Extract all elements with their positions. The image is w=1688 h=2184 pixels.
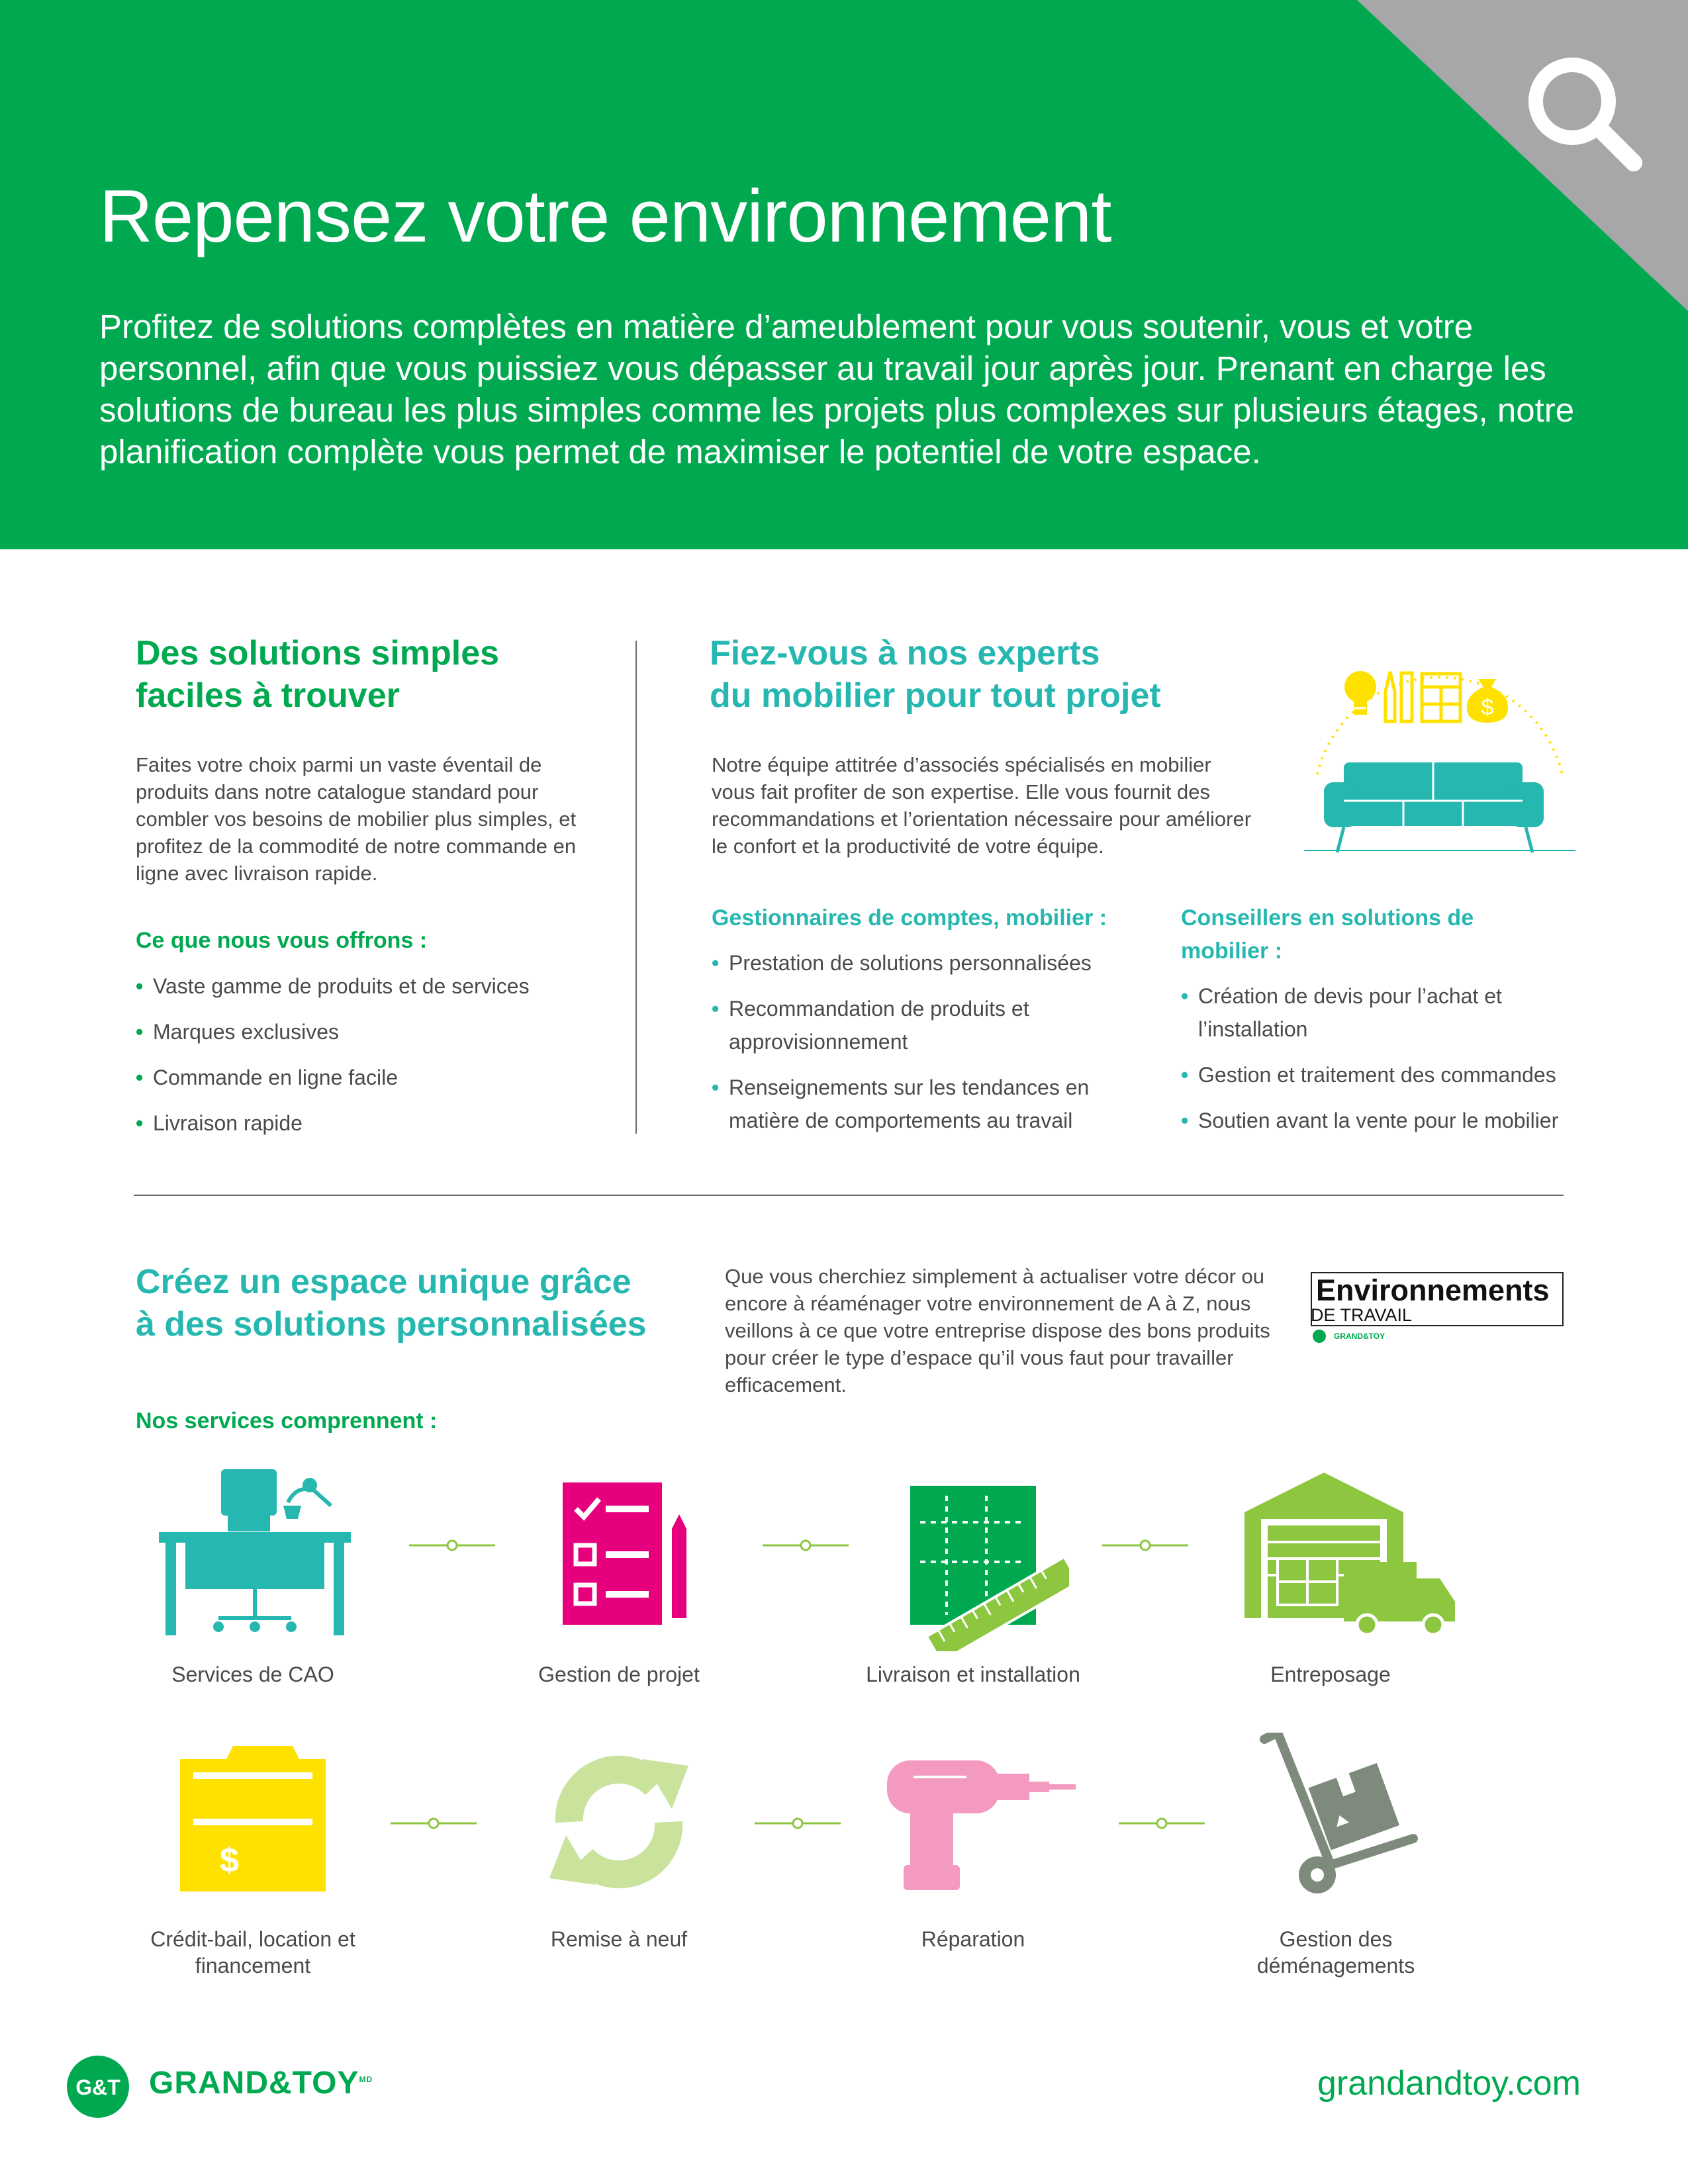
connector-line	[1102, 1539, 1188, 1552]
connector-line	[409, 1539, 495, 1552]
offer-list	[136, 970, 599, 1152]
warehouse-truck-icon	[1244, 1473, 1456, 1638]
grand-toy-logo-text[interactable]: $GRAND\&TOY^{MD}$	[149, 2066, 373, 2101]
column-divider	[635, 641, 637, 1134]
svg-text:G&T: G&T	[75, 2075, 120, 2099]
list-item: • Livraison rapide	[136, 1111, 303, 1135]
right-title-line1: Fiez-vous à nos experts	[710, 634, 1100, 672]
connector-line	[391, 1817, 477, 1830]
search-icon[interactable]	[1523, 52, 1648, 177]
website-link[interactable]: grandandtoy.com	[1317, 2064, 1581, 2103]
page-title: Repensez votre environnement	[99, 175, 1111, 257]
list-item: • Gestion et traitement des commandes	[1181, 1063, 1556, 1087]
checklist-icon	[563, 1482, 695, 1628]
svg-text:$: $	[1481, 695, 1494, 720]
service-label-reparation: Réparation	[921, 1927, 1025, 1951]
calculator-icon	[1422, 674, 1460, 721]
list-item: • Prestation de solutions personnalisées	[712, 951, 1092, 975]
lightbulb-icon	[1344, 671, 1376, 715]
advisors-title: Conseillers en solutions de mobilier :	[1181, 905, 1474, 964]
environnements-logo-subtitle: DE TRAVAIL	[1311, 1305, 1413, 1325]
right-section-title	[710, 632, 1161, 717]
bottom-title-line1: Créez un espace unique grâce	[136, 1263, 632, 1301]
bottom-section-title	[136, 1261, 647, 1345]
recycle-arrows-icon	[536, 1746, 702, 1898]
environnements-logo-title: Environnements	[1316, 1273, 1550, 1307]
right-title-line2: du mobilier pour tout projet	[710, 676, 1161, 715]
left-title-line1: Des solutions simples	[136, 634, 500, 672]
service-label-projet: Gestion de projet	[538, 1662, 700, 1686]
sofa-ideas-illustration	[1297, 609, 1582, 860]
service-label-cao: Services de CAO	[171, 1662, 334, 1686]
connector-line	[1119, 1817, 1205, 1830]
left-section-body: Faites votre choix parmi un vaste éventail de produits dans notre catalogue standard pour combler vos besoins de mobilier plus simples, et profitez de la commodité de notre commande en ligne avec livraison rapide.	[136, 753, 577, 885]
offer-title: Ce que nous vous offrons :	[136, 928, 428, 953]
service-label-livraison: Livraison et installation	[866, 1662, 1080, 1686]
service-label-remise: Remise à neuf	[550, 1927, 688, 1951]
list-item: • Recommandation de produits et approvisionnement	[712, 997, 1029, 1054]
environnements-logo-brand: GRAND&TOY	[1334, 1332, 1385, 1341]
list-item: • Renseignements sur les tendances en matière de comportements au travail	[712, 1075, 1090, 1132]
hand-truck-icon	[1258, 1733, 1423, 1898]
folder-dollar-icon	[180, 1746, 326, 1891]
money-bag-icon	[1467, 679, 1508, 723]
managers-title: Gestionnaires de comptes, mobilier :	[712, 905, 1107, 931]
list-item: • Vaste gamme de produits et de services	[136, 974, 530, 998]
bottom-section-body: Que vous cherchiez simplement à actualiser votre décor ou encore à réaménager votre environnement de A à Z, nous veillons à ce que votre entreprise dispose des bons produits pour créer le type d’espace qu’il vous faut pour travailler efficacement.	[725, 1265, 1270, 1396]
list-item: • Création de devis pour l’achat et l’installation	[1181, 984, 1502, 1041]
grand-toy-logo-icon[interactable]	[65, 2054, 131, 2120]
service-label-demenagements: Gestion des déménagements	[1256, 1927, 1415, 1978]
desk-icon	[159, 1463, 351, 1641]
blueprint-ruler-icon	[910, 1486, 1069, 1651]
small-gt-logo-icon	[1312, 1329, 1331, 1343]
sofa-icon	[1304, 762, 1575, 852]
bottom-title-line2: à des solutions personnalisées	[136, 1305, 647, 1343]
list-item: • Marques exclusives	[136, 1020, 339, 1044]
left-title-line2: faciles à trouver	[136, 676, 400, 715]
section-divider	[134, 1195, 1564, 1196]
left-section-title	[136, 632, 499, 717]
advisors-list	[1181, 979, 1585, 1150]
service-label-entreposage: Entreposage	[1270, 1662, 1391, 1686]
svg-text:$: $	[220, 1841, 239, 1880]
hero-banner	[0, 0, 1688, 549]
right-section-body: Notre équipe attitrée d’associés spécialisés en mobilier vous fait profiter de son expertise. Elle vous fournit des recommandations et l’orientation nécessaire pour améliorer le confort et la productivité de votre équipe.	[712, 753, 1252, 858]
list-item: • Commande en ligne facile	[136, 1066, 398, 1089]
intro-paragraph: Profitez de solutions complètes en matière d’ameublement pour vous soutenir, vous et votre personnel, afin que vous puissiez vous dépasser au travail jour après jour. Prenant en charge les solutions de bureau les plus simples comme les projets plus complexes sur plusieurs étages, notre planification complète vous permet de maximiser le potentiel de votre espace.	[99, 308, 1575, 471]
services-title: Nos services comprennent :	[136, 1408, 438, 1433]
connector-line	[763, 1539, 849, 1552]
pencils-icon	[1385, 672, 1412, 721]
list-item: • Soutien avant la vente pour le mobilier	[1181, 1109, 1559, 1132]
managers-list	[712, 946, 1155, 1150]
connector-line	[755, 1817, 841, 1830]
drill-icon	[887, 1754, 1079, 1893]
service-label-financement: Crédit-bail, location et financement	[150, 1927, 355, 1978]
